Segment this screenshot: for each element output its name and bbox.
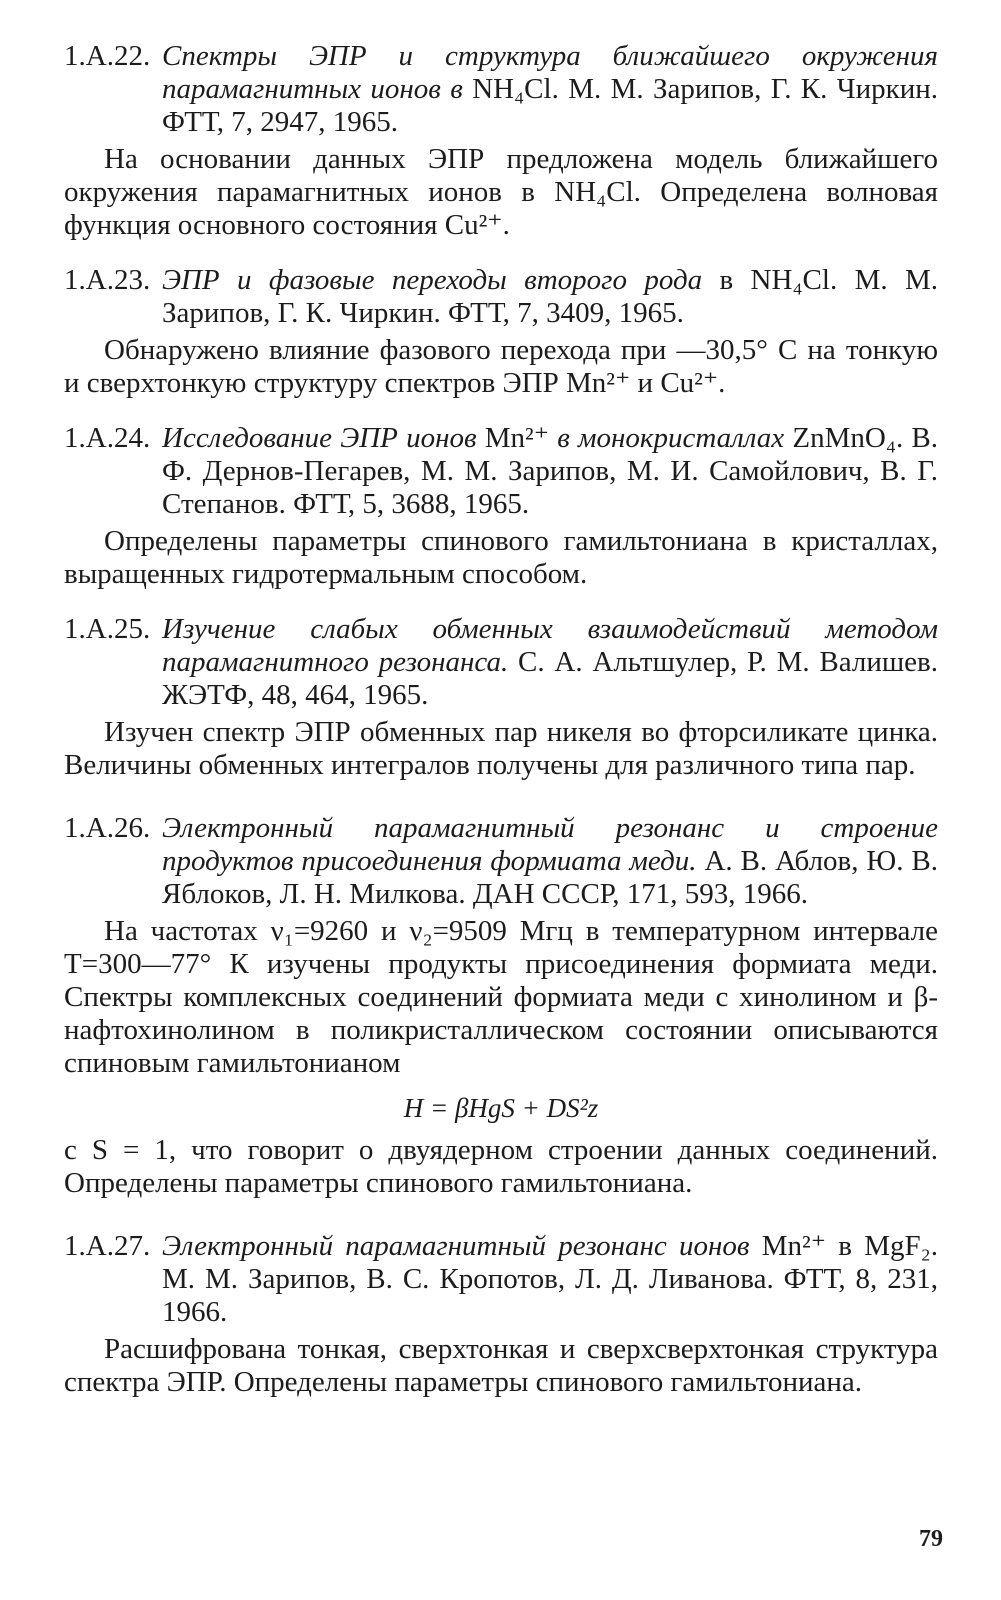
entry-abstract: Изучен спектр ЭПР обменных пар никеля во фторсиликате цинка. Величины обменных интегралов получены для различного типа пар. (64, 716, 938, 781)
bibliography-entry (64, 812, 938, 1200)
entry-id: 1.A.22. (64, 40, 151, 72)
reference-line (64, 40, 938, 139)
entry-title: Исследование ЭПР ионов (162, 422, 477, 454)
entry-title: Электронный парамагнитный резонанс и строение продуктов присоединения формиата меди. (162, 812, 938, 877)
entry-id: 1.A.25. (64, 613, 151, 645)
entry-title-tail: ZnMnO₄. (784, 422, 904, 454)
entry-authors: С. А. Альтшулер, Р. М. Валишев. (508, 646, 938, 678)
spin-hamiltonian-formula: H = βHgS + DS²z (403, 1093, 599, 1123)
bibliography-entry (64, 422, 938, 591)
entry-journal: ФТТ, 5, 3688, 1965. (293, 488, 530, 520)
entry-id: 1.A.24. (64, 422, 151, 454)
entry-title: ЭПР и фазовые переходы второго рода (162, 264, 703, 296)
entry-authors: М. М. Зарипов, В. С. Кропотов, Л. Д. Ливанова. (162, 1263, 784, 1295)
entry-authors: . М. М. Зарипов, Г. К. Чиркин. (551, 73, 938, 105)
entry-title: Спектры ЭПР и структура ближайшего окружения парамагнитных ионов в (162, 40, 938, 105)
entry-abstract: На основании данных ЭПР предложена модель ближайшего окружения парамагнитных ионов в NH₄Cl. Определена волновая функция основного состояния Cu²⁺. (64, 143, 938, 241)
entry-abstract: Обнаружено влияние фазового перехода при —30,5° С на тонкую и сверхтонкую структуру спектров ЭПР Mn²⁺ и Cu²⁺. (64, 334, 938, 399)
entry-title-formula: Mn²⁺ (476, 422, 558, 454)
entry-title: Изучение слабых обменных взаимодействий методом парамагнитного резонанса. (162, 613, 938, 678)
entry-journal: ФТТ, 7, 2947, 1965. (162, 106, 398, 138)
entry-title-cont: в монокристаллах (557, 422, 785, 454)
document-page (64, 40, 938, 1421)
entry-title: Электронный парамагнитный резонанс ионов (162, 1230, 750, 1262)
entry-abstract: На частотах ν₁=9260 и ν₂=9509 Мгц в температурном интервале T=300—77° К изучены продукты присоединения формиата меди. Спектры комплексных соединений формиата меди с хинолином и β-нафтохинолином в поликристаллическом состоянии описываются спиновым гамильтонианом (64, 915, 938, 1079)
reference-line (64, 812, 938, 911)
entry-journal: ЖЭТФ, 48, 464, 1965. (162, 679, 429, 711)
reference-line (64, 613, 938, 712)
entry-title-tail: в NH₄Cl. (702, 264, 838, 296)
entry-id: 1.A.26. (64, 812, 151, 844)
reference-line (64, 1230, 938, 1329)
entry-authors: В. Ф. Дернов-Пегарев, М. М. Зарипов, М. И. Самойлович, В. Г. Степанов. (162, 422, 938, 520)
reference-line (64, 422, 938, 521)
entry-journal: ФТТ, 8, 231, 1966. (162, 1263, 938, 1328)
bibliography-entry (64, 264, 938, 400)
entry-journal: ФТТ, 7, 3409, 1965. (447, 297, 684, 329)
page-number: 79 (919, 1526, 943, 1552)
reference-line (64, 264, 938, 330)
bibliography-entry (64, 1230, 938, 1399)
entry-authors: М. М. Зарипов, Г. К. Чиркин. (162, 264, 938, 329)
entry-abstract: Расшифрована тонкая, сверхтонкая и сверхсверхтонкая структура спектра ЭПР. Определены параметры спинового гамильтониана. (64, 1333, 938, 1398)
entry-abstract-continued: с S = 1, что говорит о двуядерном строении данных соединений. Определены параметры спинового гамильтониана. (64, 1134, 938, 1199)
entry-abstract: Определены параметры спинового гамильтониана в кристаллах, выращенных гидротермальным способом. (64, 525, 938, 590)
entry-authors: А. В. Аблов, Ю. В. Яблоков, Л. Н. Милкова. (162, 845, 938, 910)
entry-id: 1.A.27. (64, 1230, 151, 1262)
bibliography-entry (64, 613, 938, 782)
bibliography-entry (64, 40, 938, 242)
entry-journal: ДАН СССР, 171, 593, 1966. (472, 878, 809, 910)
entry-title-formula: Mn²⁺ в MgF₂. (749, 1230, 938, 1262)
entry-title-formula: NH₄Cl (472, 73, 552, 105)
entry-id: 1.A.23. (64, 264, 151, 296)
